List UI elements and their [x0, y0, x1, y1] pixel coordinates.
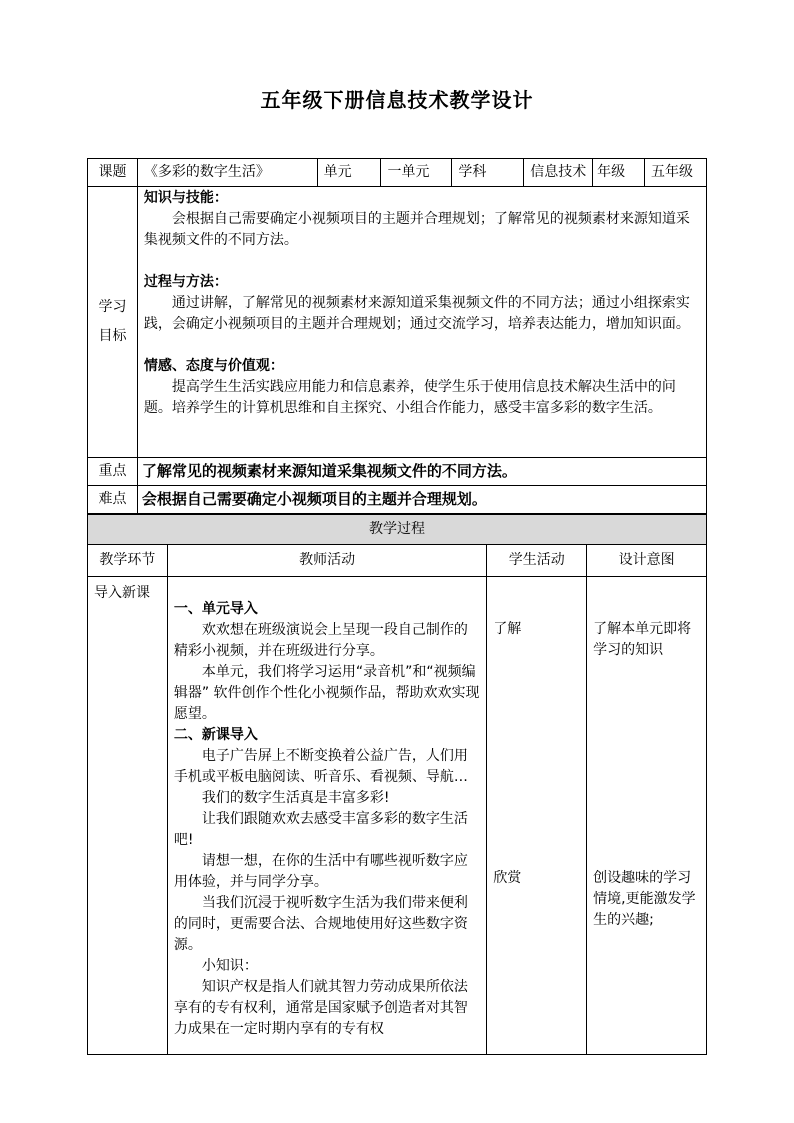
intent-text: 创设趣味的学习情境,更能激发学生的兴趣;	[593, 870, 696, 928]
section-title: 教学过程	[88, 515, 707, 545]
objectives-content	[137, 187, 706, 458]
lesson-info-table	[87, 158, 707, 514]
process-heading: 过程与方法：	[143, 274, 228, 290]
new-lesson-heading: 二、新课导入	[173, 727, 258, 743]
topic-value: 《多彩的数字生活》	[137, 159, 317, 187]
difficulty-label: 难点	[88, 486, 138, 514]
header-student: 学生活动	[487, 545, 587, 577]
teacher-text: 电子广告屏上不断变换着公益广告，人们用手机或平板电脑阅读、听音乐、看视频、导航…	[173, 748, 468, 785]
teacher-text: 当我们沉浸于视听数字生活为我们带来便利的同时，更需要合法、合规地使用好这些数字资源。	[173, 895, 468, 953]
unit-intro-heading: 一、单元导入	[173, 601, 258, 617]
teacher-activity	[167, 577, 486, 1055]
unit-label: 单元	[317, 159, 381, 187]
intent-text: 了解本单元即将学习的知识	[593, 621, 692, 658]
subject-label: 学科	[452, 159, 524, 187]
teacher-text: 让我们跟随欢欢去感受丰富多彩的数字生活吧!	[173, 811, 468, 848]
teacher-text: 请想一想，在你的生活中有哪些视听数字应用体验，并与同学分享。	[173, 853, 468, 890]
student-activity	[487, 577, 587, 1055]
header-row	[88, 545, 707, 577]
header-intent: 设计意图	[587, 545, 707, 577]
objectives-row	[88, 187, 707, 458]
difficulty-text: 会根据自己需要确定小视频项目的主题并合理规划。	[137, 486, 706, 514]
student-text: 了解	[493, 621, 522, 637]
info-row	[88, 159, 707, 187]
section-title-row	[88, 515, 707, 545]
subject-value: 信息技术	[524, 159, 593, 187]
teacher-text: 欢欢想在班级演说会上呈现一段自己制作的精彩小视频，并在班级进行分享。	[173, 622, 468, 659]
grade-label: 年级	[593, 159, 645, 187]
design-intent	[587, 577, 707, 1055]
teacher-text: 本单元，我们将学习运用“录音机”和“视频编辑器” 软件创作个性化小视频作品，帮助欢欢实现愿望。	[173, 664, 480, 722]
teacher-text: 我们的数字生活真是丰富多彩!	[201, 790, 390, 806]
objectives-label: 学习 目标	[88, 187, 138, 458]
intro-row	[88, 577, 707, 1055]
difficulty-row	[88, 486, 707, 514]
grade-value: 五年级	[645, 159, 707, 187]
emotion-heading: 情感、态度与价值观：	[143, 358, 284, 374]
knowledge-heading: 知识与技能：	[143, 190, 228, 206]
topic-label: 课题	[88, 159, 138, 187]
stage-cell: 导入新课	[88, 577, 168, 1055]
teaching-process-table	[87, 514, 707, 1055]
key-point-text: 了解常见的视频素材来源知道采集视频文件的不同方法。	[137, 458, 706, 486]
emotion-text: 提高学生生活实践应用能力和信息素养，使学生乐于使用信息技术解决生活中的问题。培养学生的计算机思维和自主探究、小组合作能力，感受丰富多彩的数字生活。	[143, 379, 676, 416]
document-title: 五年级下册信息技术教学设计	[260, 88, 534, 112]
teacher-text: 知识产权是指人们就其智力劳动成果所依法享有的专有权利，通常是国家赋予创造者对其智力成果在一定时期内享有的专有权	[173, 979, 468, 1037]
knowledge-text: 会根据自己需要确定小视频项目的主题并合理规划；了解常见的视频素材来源知道采集视频文件的不同方法。	[143, 211, 690, 248]
process-text: 通过讲解，了解常见的视频素材来源知道采集视频文件的不同方法；通过小组探索实践，会确定小视频项目的主题并合理规划；通过交流学习，培养表达能力，增加知识面。	[143, 295, 690, 332]
unit-value: 一单元	[381, 159, 452, 187]
teacher-text: 小知识：	[201, 958, 258, 974]
key-point-row	[88, 458, 707, 486]
header-stage: 教学环节	[88, 545, 168, 577]
header-teacher: 教师活动	[167, 545, 486, 577]
student-text: 欣赏	[493, 870, 522, 886]
key-point-label: 重点	[88, 458, 138, 486]
